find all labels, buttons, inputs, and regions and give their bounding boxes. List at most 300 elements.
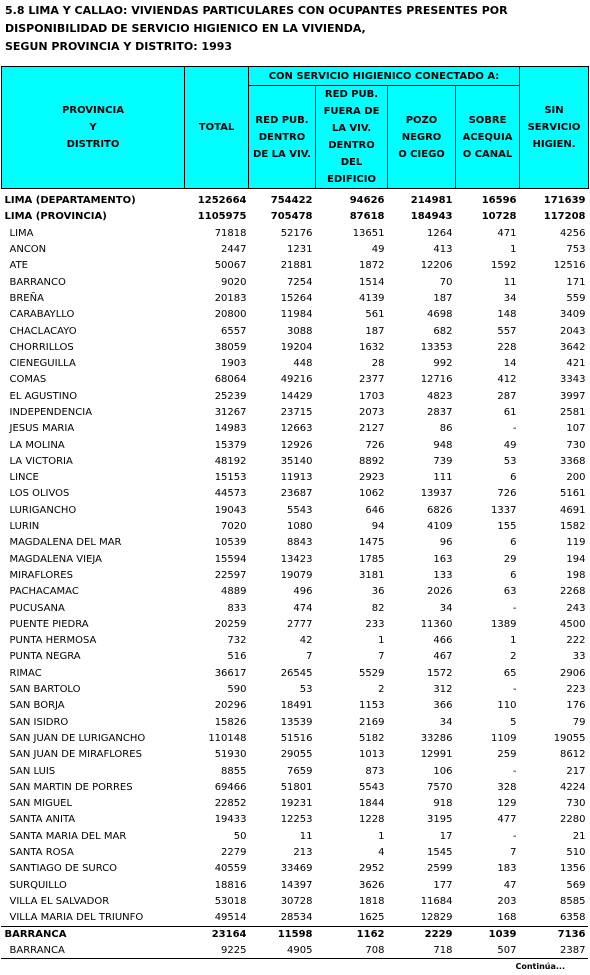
cell-name: LA VICTORIA bbox=[9, 455, 73, 467]
cell-sobre: 148 bbox=[497, 309, 517, 321]
cell-sin: 4500 bbox=[560, 618, 586, 630]
cell-sin: 569 bbox=[566, 879, 586, 891]
cell-red-fuera: 3181 bbox=[359, 569, 385, 581]
cell-sobre: 16596 bbox=[481, 195, 517, 207]
cell-sin: 79 bbox=[572, 716, 586, 728]
cell-total: 8855 bbox=[221, 765, 247, 777]
header-sobre: SOBRE ACEQUIA O CANAL bbox=[456, 86, 520, 189]
cell-red-dentro: 1080 bbox=[287, 521, 313, 533]
cell-sobre: 34 bbox=[503, 292, 517, 304]
table-row bbox=[2, 731, 589, 747]
cell-red-fuera: 187 bbox=[365, 325, 385, 337]
table-row bbox=[2, 617, 589, 633]
cell-red-fuera: 3626 bbox=[359, 879, 385, 891]
cell-total: 44573 bbox=[214, 488, 247, 500]
cell-total: 20296 bbox=[214, 700, 247, 712]
cell-red-dentro: 29055 bbox=[280, 749, 313, 761]
cell-total: 10539 bbox=[214, 537, 247, 549]
cell-red-dentro: 474 bbox=[293, 602, 313, 614]
cell-sin: 2280 bbox=[560, 814, 586, 826]
table-row bbox=[2, 189, 589, 210]
cell-total: 53018 bbox=[214, 895, 247, 907]
header-red-dentro: RED PUB. DENTRO DE LA VIV. bbox=[249, 86, 316, 189]
cell-name: PUNTA NEGRA bbox=[9, 651, 81, 663]
cell-pozo: 187 bbox=[433, 292, 453, 304]
cell-red-fuera: 5182 bbox=[359, 732, 385, 744]
table-row bbox=[2, 861, 589, 877]
cell-total: 2447 bbox=[221, 244, 247, 256]
header-pozo: POZO NEGRO O CIEGO bbox=[388, 86, 456, 189]
cell-sin: 3997 bbox=[560, 390, 586, 402]
cell-sobre: 412 bbox=[497, 374, 517, 386]
cell-red-fuera: 561 bbox=[365, 309, 385, 321]
cell-red-fuera: 233 bbox=[365, 618, 385, 630]
cell-red-dentro: 11984 bbox=[280, 309, 313, 321]
cell-pozo: 6826 bbox=[427, 504, 453, 516]
cell-name: PUCUSANA bbox=[9, 602, 65, 614]
cell-pozo: 1545 bbox=[427, 847, 453, 859]
table-row bbox=[2, 258, 589, 274]
cell-total: 19043 bbox=[214, 504, 247, 516]
cell-red-dentro: 213 bbox=[293, 847, 313, 859]
cell-name: LIMA (PROVINCIA) bbox=[4, 211, 107, 223]
cell-red-dentro: 51516 bbox=[280, 732, 313, 744]
table-row bbox=[2, 682, 589, 698]
cell-name: JESUS MARIA bbox=[9, 423, 75, 435]
cell-sin: 194 bbox=[566, 553, 586, 565]
table-body bbox=[2, 189, 589, 959]
cell-sobre: 7 bbox=[510, 847, 517, 859]
cell-sobre: 6 bbox=[510, 569, 517, 581]
cell-total: 9225 bbox=[221, 944, 247, 956]
cell-red-fuera: 94 bbox=[371, 521, 385, 533]
cell-red-fuera: 87618 bbox=[349, 211, 385, 223]
cell-red-fuera: 2127 bbox=[359, 423, 385, 435]
header-provincia: PROVINCIA Y DISTRITO bbox=[2, 67, 185, 189]
cell-sin: 198 bbox=[566, 569, 586, 581]
cell-sobre: 110 bbox=[497, 700, 517, 712]
cell-name: RIMAC bbox=[9, 667, 42, 679]
cell-pozo: 96 bbox=[439, 537, 453, 549]
table-row bbox=[2, 600, 589, 616]
cell-name: INDEPENDENCIA bbox=[9, 407, 93, 418]
table-row bbox=[2, 877, 589, 893]
cell-red-dentro: 52176 bbox=[280, 227, 313, 239]
cell-sin: 1356 bbox=[560, 863, 586, 875]
cell-red-dentro: 15264 bbox=[280, 292, 313, 304]
cell-sin: 730 bbox=[566, 798, 586, 810]
cell-sobre: 1039 bbox=[488, 928, 517, 940]
cell-red-dentro: 19204 bbox=[280, 341, 313, 353]
cell-name: SAN BORJA bbox=[9, 700, 65, 712]
cell-red-fuera: 1013 bbox=[359, 749, 385, 761]
cell-red-fuera: 13651 bbox=[352, 227, 385, 239]
cell-pozo: 992 bbox=[433, 358, 453, 370]
cell-pozo: 214981 bbox=[410, 195, 453, 207]
cell-total: 7020 bbox=[221, 521, 247, 533]
cell-red-fuera: 8892 bbox=[359, 455, 385, 467]
table-row bbox=[2, 747, 589, 763]
cell-name: LURIGANCHO bbox=[9, 504, 77, 516]
cell-name: SAN JUAN DE LURIGANCHO bbox=[9, 732, 146, 744]
cell-red-fuera: 726 bbox=[365, 439, 385, 451]
cell-pozo: 86 bbox=[439, 423, 453, 435]
cell-total: 4889 bbox=[221, 586, 247, 598]
cell-red-fuera: 1632 bbox=[359, 341, 385, 353]
continued-note: Continúa... bbox=[515, 962, 565, 971]
table-row bbox=[2, 437, 589, 453]
table-row bbox=[2, 307, 589, 323]
cell-red-fuera: 1153 bbox=[359, 700, 385, 712]
cell-total: 1252664 bbox=[197, 195, 247, 207]
header-sin-servicio: SIN SERVICIO HIGIEN. bbox=[520, 67, 589, 189]
cell-pozo: 12716 bbox=[420, 374, 453, 386]
cell-total: 50067 bbox=[214, 260, 247, 272]
cell-red-fuera: 28 bbox=[371, 358, 385, 370]
cell-sin: 2581 bbox=[560, 407, 586, 418]
cell-sobre: 6 bbox=[510, 537, 517, 549]
bottom-rule bbox=[1, 958, 588, 959]
cell-red-dentro: 11 bbox=[299, 830, 313, 842]
cell-name: SANTIAGO DE SURCO bbox=[9, 863, 118, 875]
cell-sobre: 47 bbox=[503, 879, 517, 891]
cell-name: VILLA MARIA DEL TRIUNFO bbox=[9, 912, 144, 924]
cell-pozo: 184943 bbox=[410, 211, 453, 223]
cell-name: MIRAFLORES bbox=[9, 569, 73, 581]
cell-total: 50 bbox=[233, 830, 247, 842]
cell-sin: 119 bbox=[566, 537, 586, 549]
table-row bbox=[2, 666, 589, 682]
cell-sin: 33 bbox=[572, 651, 586, 663]
table-row bbox=[2, 291, 589, 307]
cell-red-fuera: 873 bbox=[365, 765, 385, 777]
cell-sin: 3642 bbox=[560, 341, 586, 353]
cell-sin: 171 bbox=[566, 276, 586, 288]
cell-sin: 2268 bbox=[560, 586, 586, 598]
table-row bbox=[2, 274, 589, 290]
cell-name: BREÑA bbox=[9, 292, 44, 304]
cell-total: 38059 bbox=[214, 341, 247, 353]
cell-pozo: 312 bbox=[433, 684, 453, 696]
cell-pozo: 1572 bbox=[427, 667, 453, 679]
cell-total: 20259 bbox=[214, 618, 247, 630]
cell-pozo: 682 bbox=[433, 325, 453, 337]
cell-sin: 753 bbox=[566, 244, 586, 256]
table-header bbox=[2, 67, 589, 189]
cell-total: 2279 bbox=[221, 847, 247, 859]
cell-name: SAN BARTOLO bbox=[9, 684, 81, 696]
cell-name: SAN LUIS bbox=[9, 765, 56, 777]
table-row bbox=[2, 372, 589, 388]
cell-red-dentro: 5543 bbox=[287, 504, 313, 516]
cell-sin: 559 bbox=[566, 292, 586, 304]
header-group-con-servicio: CON SERVICIO HIGIENICO CONECTADO A: bbox=[249, 67, 520, 86]
cell-red-dentro: 35140 bbox=[280, 455, 313, 467]
cell-red-dentro: 4905 bbox=[287, 944, 313, 956]
cell-red-dentro: 7 bbox=[306, 651, 313, 663]
table-row bbox=[2, 503, 589, 519]
cell-sin: 3368 bbox=[560, 455, 586, 467]
cell-sobre: 63 bbox=[503, 586, 517, 598]
cell-red-fuera: 2923 bbox=[359, 472, 385, 484]
table-row bbox=[2, 943, 589, 959]
cell-pozo: 13353 bbox=[420, 341, 453, 353]
cell-name: SURQUILLO bbox=[9, 879, 67, 891]
cell-sin: 3409 bbox=[560, 309, 586, 321]
cell-red-fuera: 1872 bbox=[359, 260, 385, 272]
cell-name: BARRANCA bbox=[9, 944, 65, 956]
cell-total: 51930 bbox=[214, 749, 247, 761]
cell-total: 516 bbox=[227, 651, 247, 663]
cell-sin: 3343 bbox=[560, 374, 586, 386]
cell-sobre: 168 bbox=[497, 912, 517, 924]
table-row bbox=[2, 242, 589, 258]
cell-red-dentro: 26545 bbox=[280, 667, 313, 679]
cell-total: 31267 bbox=[214, 407, 247, 418]
cell-name: LURIN bbox=[9, 521, 40, 533]
cell-total: 71818 bbox=[214, 227, 247, 239]
cell-red-dentro: 28534 bbox=[280, 912, 313, 924]
cell-sin: 510 bbox=[566, 847, 586, 859]
cell-sobre: 14 bbox=[503, 358, 517, 370]
cell-pozo: 4698 bbox=[427, 309, 453, 321]
cell-sobre: 11 bbox=[503, 276, 517, 288]
cell-red-dentro: 1231 bbox=[287, 244, 313, 256]
cell-name: SAN MIGUEL bbox=[9, 798, 73, 810]
cell-red-fuera: 1228 bbox=[359, 814, 385, 826]
table-row bbox=[2, 226, 589, 242]
cell-sin: 117208 bbox=[543, 211, 586, 223]
table-row bbox=[2, 535, 589, 551]
cell-name: SAN MARTIN DE PORRES bbox=[9, 781, 133, 793]
cell-name: MAGDALENA DEL MAR bbox=[9, 537, 122, 549]
cell-total: 1903 bbox=[221, 358, 247, 370]
cell-total: 14983 bbox=[214, 423, 247, 435]
cell-sobre: - bbox=[512, 602, 517, 614]
table-row bbox=[2, 649, 589, 665]
cell-sin: 5161 bbox=[560, 488, 586, 500]
separator-line bbox=[1, 926, 588, 927]
cell-sin: 7136 bbox=[557, 928, 586, 940]
table-row bbox=[2, 829, 589, 845]
title-line: 5.8 LIMA Y CALLAO: VIVIENDAS PARTICULARES CON OCUPANTES PRESENTES POR bbox=[5, 4, 508, 17]
cell-red-dentro: 12253 bbox=[280, 814, 313, 826]
cell-red-dentro: 448 bbox=[293, 358, 313, 370]
cell-pozo: 1264 bbox=[427, 227, 453, 239]
cell-pozo: 2026 bbox=[427, 586, 453, 598]
cell-sobre: 183 bbox=[497, 863, 517, 875]
cell-name: LA MOLINA bbox=[9, 439, 65, 451]
cell-red-fuera: 4139 bbox=[359, 292, 385, 304]
cell-total: 22852 bbox=[214, 798, 247, 810]
cell-red-fuera: 646 bbox=[365, 504, 385, 516]
cell-red-dentro: 754422 bbox=[270, 195, 313, 207]
table-row bbox=[2, 470, 589, 486]
cell-name: SANTA MARIA DEL MAR bbox=[9, 830, 127, 842]
cell-sobre: 259 bbox=[497, 749, 517, 761]
cell-pozo: 7570 bbox=[427, 781, 453, 793]
cell-sobre: 61 bbox=[503, 407, 517, 418]
cell-total: 68064 bbox=[214, 374, 247, 386]
cell-total: 15826 bbox=[214, 716, 247, 728]
cell-red-fuera: 49 bbox=[371, 244, 385, 256]
cell-sobre: 726 bbox=[497, 488, 517, 500]
cell-total: 19433 bbox=[214, 814, 247, 826]
cell-red-dentro: 12663 bbox=[280, 423, 313, 435]
cell-name: LIMA bbox=[9, 227, 34, 239]
cell-pozo: 12829 bbox=[420, 912, 453, 924]
cell-red-dentro: 11913 bbox=[280, 472, 313, 484]
cell-pozo: 17 bbox=[439, 830, 453, 842]
cell-total: 22597 bbox=[214, 569, 247, 581]
cell-pozo: 718 bbox=[433, 944, 453, 956]
cell-total: 6557 bbox=[221, 325, 247, 337]
cell-red-dentro: 23687 bbox=[280, 488, 313, 500]
cell-sobre: 65 bbox=[503, 667, 517, 679]
cell-sin: 176 bbox=[566, 700, 586, 712]
cell-name: CIENEGUILLA bbox=[9, 358, 76, 370]
cell-sin: 243 bbox=[566, 602, 586, 614]
cell-pozo: 12206 bbox=[420, 260, 453, 272]
cell-red-dentro: 496 bbox=[293, 586, 313, 598]
cell-pozo: 467 bbox=[433, 651, 453, 663]
cell-sobre: 6 bbox=[510, 472, 517, 484]
cell-pozo: 948 bbox=[433, 439, 453, 451]
cell-red-fuera: 1514 bbox=[359, 276, 385, 288]
cell-pozo: 34 bbox=[439, 602, 453, 614]
cell-total: 23164 bbox=[211, 928, 247, 940]
cell-pozo: 111 bbox=[433, 472, 453, 484]
cell-red-fuera: 2073 bbox=[359, 407, 385, 418]
cell-sobre: - bbox=[512, 423, 517, 435]
cell-total: 18816 bbox=[214, 879, 247, 891]
cell-pozo: 2599 bbox=[427, 863, 453, 875]
table-row bbox=[2, 633, 589, 649]
title-line: SEGUN PROVINCIA Y DISTRITO: 1993 bbox=[5, 40, 233, 53]
cell-sin: 2387 bbox=[560, 944, 586, 956]
cell-name: CHORRILLOS bbox=[9, 341, 74, 353]
cell-sobre: 1337 bbox=[491, 504, 517, 516]
table-row bbox=[2, 698, 589, 714]
cell-sobre: 1389 bbox=[491, 618, 517, 630]
cell-sobre: 328 bbox=[497, 781, 517, 793]
cell-red-fuera: 1844 bbox=[359, 798, 385, 810]
cell-red-dentro: 23715 bbox=[280, 407, 313, 418]
cell-sobre: 471 bbox=[497, 227, 517, 239]
cell-sin: 12516 bbox=[553, 260, 586, 272]
cell-red-fuera: 1162 bbox=[356, 928, 385, 940]
cell-total: 15153 bbox=[214, 472, 247, 484]
cell-total: 40559 bbox=[214, 863, 247, 875]
cell-red-fuera: 5529 bbox=[359, 667, 385, 679]
table-row bbox=[2, 486, 589, 502]
cell-red-fuera: 82 bbox=[371, 602, 385, 614]
table-row bbox=[2, 926, 589, 942]
cell-red-dentro: 2777 bbox=[287, 618, 313, 630]
cell-pozo: 739 bbox=[433, 455, 453, 467]
cell-total: 15379 bbox=[214, 439, 247, 451]
cell-sobre: 477 bbox=[497, 814, 517, 826]
cell-sin: 19055 bbox=[553, 732, 586, 744]
cell-sin: 4691 bbox=[560, 504, 586, 516]
cell-red-fuera: 1 bbox=[378, 830, 385, 842]
table-row bbox=[2, 454, 589, 470]
cell-red-dentro: 49216 bbox=[280, 374, 313, 386]
cell-name: LINCE bbox=[9, 472, 39, 484]
cell-sobre: 49 bbox=[503, 439, 517, 451]
cell-sobre: - bbox=[512, 830, 517, 842]
cell-total: 833 bbox=[227, 602, 247, 614]
cell-total: 590 bbox=[227, 684, 247, 696]
cell-name: SAN ISIDRO bbox=[9, 716, 69, 728]
cell-pozo: 466 bbox=[433, 635, 453, 647]
cell-sin: 2906 bbox=[560, 667, 586, 679]
cell-sin: 730 bbox=[566, 439, 586, 451]
cell-sobre: 507 bbox=[497, 944, 517, 956]
cell-name: PUENTE PIEDRA bbox=[9, 618, 89, 630]
table-row bbox=[2, 552, 589, 568]
cell-pozo: 12991 bbox=[420, 749, 453, 761]
cell-red-dentro: 53 bbox=[299, 684, 313, 696]
cell-red-fuera: 2952 bbox=[359, 863, 385, 875]
cell-total: 15594 bbox=[214, 553, 247, 565]
cell-total: 732 bbox=[227, 635, 247, 647]
cell-sobre: 1109 bbox=[491, 732, 517, 744]
cell-pozo: 2837 bbox=[427, 407, 453, 418]
cell-total: 36617 bbox=[214, 667, 247, 679]
cell-name: EL AGUSTINO bbox=[9, 390, 78, 402]
cell-sin: 6358 bbox=[560, 912, 586, 924]
cell-pozo: 4109 bbox=[427, 521, 453, 533]
cell-red-fuera: 708 bbox=[365, 944, 385, 956]
table-row bbox=[2, 389, 589, 405]
cell-name: SANTA ROSA bbox=[9, 847, 74, 859]
cell-red-dentro: 33469 bbox=[280, 863, 313, 875]
cell-sobre: 228 bbox=[497, 341, 517, 353]
table-row bbox=[2, 845, 589, 861]
cell-red-fuera: 1703 bbox=[359, 390, 385, 402]
cell-name: SANTA ANITA bbox=[9, 814, 76, 826]
table-row bbox=[2, 812, 589, 828]
cell-total: 20183 bbox=[214, 292, 247, 304]
cell-sin: 4224 bbox=[560, 781, 586, 793]
cell-red-fuera: 4 bbox=[378, 847, 385, 859]
cell-sin: 421 bbox=[566, 358, 586, 370]
cell-name: PUNTA HERMOSA bbox=[9, 635, 97, 647]
table-row bbox=[2, 894, 589, 910]
cell-red-dentro: 42 bbox=[299, 635, 313, 647]
cell-red-dentro: 21881 bbox=[280, 260, 313, 272]
cell-total: 110148 bbox=[208, 732, 247, 744]
cell-sobre: 1 bbox=[510, 635, 517, 647]
cell-red-dentro: 705478 bbox=[270, 211, 313, 223]
cell-red-fuera: 1625 bbox=[359, 912, 385, 924]
cell-name: CARABAYLLO bbox=[9, 309, 75, 321]
cell-pozo: 163 bbox=[433, 553, 453, 565]
cell-sobre: 10728 bbox=[481, 211, 517, 223]
cell-name: PACHACAMAC bbox=[9, 586, 79, 598]
table-row bbox=[2, 356, 589, 372]
cell-sobre: 1592 bbox=[491, 260, 517, 272]
cell-name: ATE bbox=[9, 260, 28, 272]
cell-red-dentro: 51801 bbox=[280, 781, 313, 793]
cell-red-dentro: 18491 bbox=[280, 700, 313, 712]
table-row bbox=[2, 763, 589, 779]
cell-red-dentro: 19231 bbox=[280, 798, 313, 810]
cell-name: MAGDALENA VIEJA bbox=[9, 553, 103, 565]
cell-red-dentro: 14397 bbox=[280, 879, 313, 891]
cell-sobre: 155 bbox=[497, 521, 517, 533]
